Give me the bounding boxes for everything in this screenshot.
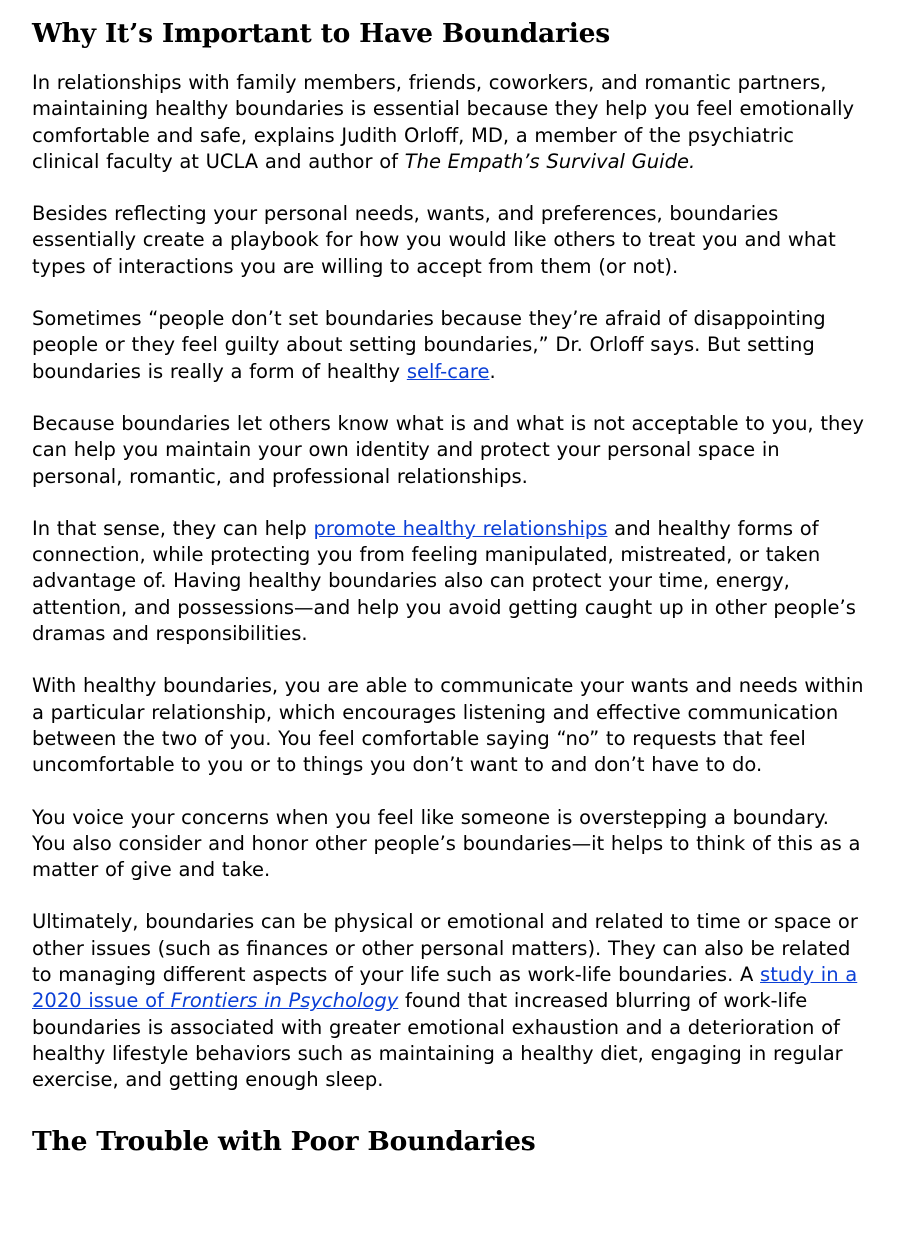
- paragraph-connection: [32, 516, 868, 647]
- section-heading-importance: Why It’s Important to Have Boundaries: [32, 18, 610, 49]
- paragraph-playbook: Besides reflecting your personal needs, wants, and preferences, boundaries essentially create a playbook for how you would like others to treat you and what types of interactions you are willing to accept from them (or not).: [32, 202, 836, 278]
- paragraph-work-life-end: found that increased blurring of work-life boundaries is associated with greater emotional exhaustion and a deterioration of healthy lifestyle behaviors such as maintaining a healthy diet, engaging in regular exercise, and getting enough sleep.: [32, 989, 843, 1092]
- promote-healthy-relationships-link[interactable]: promote healthy relationships: [313, 516, 608, 540]
- paragraph-connection-end: and healthy forms of connection, while protecting you from feeling manipulated, mistreated, or taken advantage of. Having healthy boundaries also can protect your time, energy, attention, and possessions—and help you avoid getting caught up in other people’s dramas and responsibilities.: [32, 516, 856, 646]
- journal-title: Frontiers in Psychology: [170, 989, 399, 1013]
- section-heading-poor-boundaries: The Trouble with Poor Boundaries: [32, 1125, 536, 1157]
- paragraph-communication: With healthy boundaries, you are able to communicate your wants and needs within a particular relationship, which encourages listening and effective communication between the two of you. You feel comfortable saying “no” to requests that feel uncomfortable to you or to things you don’t want to and don’t have to do.: [32, 674, 864, 777]
- paragraph-work-life-start: Ultimately, boundaries can be physical or emotional and related to time or space or other issues (such as finances or other personal matters). They can also be related to managing different aspects of your life such as work-life boundaries. A: [32, 910, 858, 987]
- article: [32, 14, 868, 1162]
- study-link-prefix: study in a 2020 issue of: [32, 963, 858, 1013]
- paragraph-work-life: [32, 909, 868, 1093]
- paragraph-intro: [32, 70, 868, 175]
- paragraph-connection-start: In that sense, they can help: [32, 516, 314, 540]
- paragraph-guilt-text: Sometimes “people don’t set boundaries because they’re afraid of disappointing people or they feel guilty about setting boundaries,” Dr. Orloff says. But setting boundaries is really a form of healthy: [32, 307, 826, 383]
- paragraph-guilt: [32, 306, 868, 385]
- paragraph-guilt-end: .: [489, 359, 496, 383]
- paragraph-identity: Because boundaries let others know what is and what is not acceptable to you, they can help you maintain your own identity and protect your personal space in personal, romantic, and professional relationships.: [32, 411, 864, 488]
- book-title: The Empath’s Survival Guide.: [404, 149, 696, 173]
- paragraph-concerns: You voice your concerns when you feel like someone is overstepping a boundary. You also consider and honor other people’s boundaries—it helps to think of this as a matter of give and take.: [32, 805, 861, 882]
- self-care-link[interactable]: self-care: [406, 359, 490, 383]
- paragraph-intro-text: In relationships with family members, friends, coworkers, and romantic partners, maintaining healthy boundaries is essential because they help you feel emotionally comfortable and safe, explains Judith Orloff, MD, a member of the psychiatric clinical faculty at UCLA and author of: [32, 71, 855, 173]
